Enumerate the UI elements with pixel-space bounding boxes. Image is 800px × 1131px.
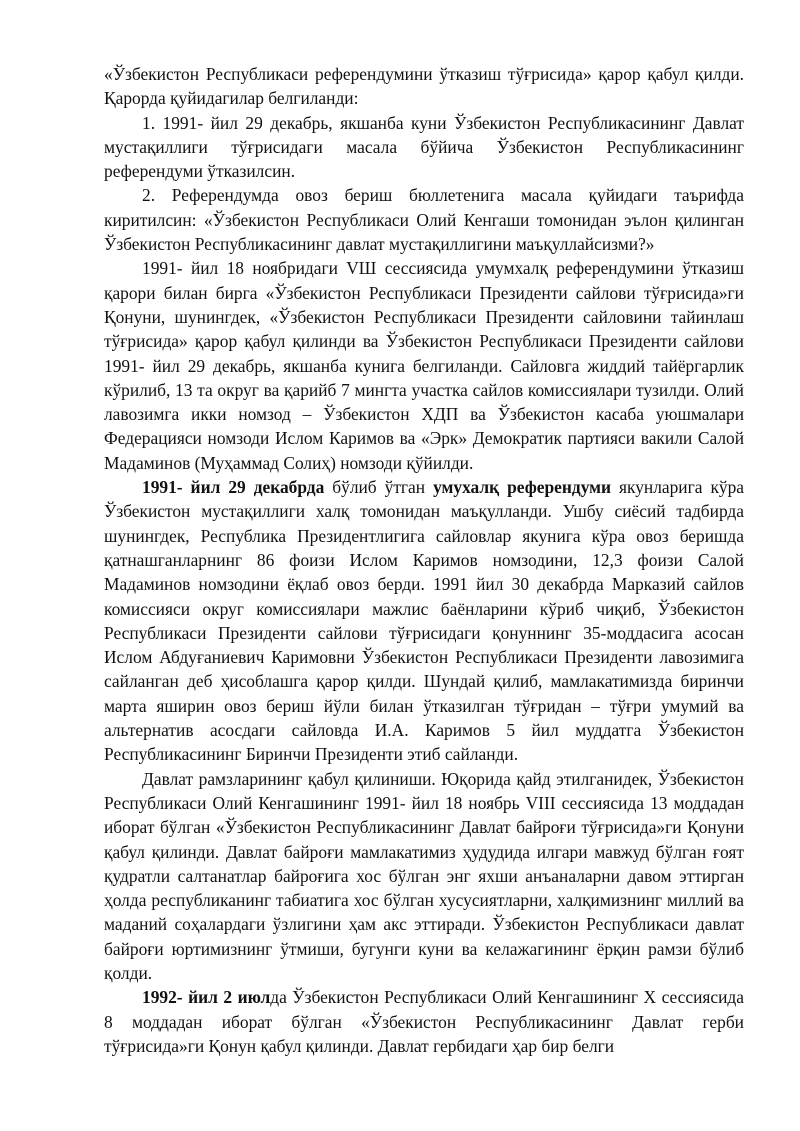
paragraph-item-2: 2. Референдумда овоз бериш бюллетенига масала қуйидаги таърифда киритилсин: «Ўзбекистон Республикаси Олий Кенгаши томонидан эълон қилинган Ўзбекистон Республикасининг давлат мустақиллигини маъқуллайсизми?»: [104, 185, 744, 255]
paragraph-state-emblem: [104, 985, 744, 1058]
text-run: да Ўзбекистон Республикаси Олий Кенгашининг X сессиясида 8 моддадан иборат бўлган «Ўзбекистон Республикасининг Давлат герби тўғрисида»ги Қонун қабул қилинди. Давлат гербидаги ҳар бир белги: [104, 987, 744, 1056]
text-run: якунларига кўра Ўзбекистон мустақиллиги халқ томонидан маъқулланди. Ушбу сиёсий тадбирда шунингдек, Республика Президентлигига сайловлар якунига кўра овоз беришда қатнашганларнинг 86 фоизи Ислом Каримов номзодини, 12,3 фоизи Салой Мадаминов номзодини ёқлаб овоз берди. 1991 йил 30 декабрда Марказий сайлов комиссияси округ комиссиялари мажлис баёнларини кўриб чиқиб, Ўзбекистон Республикаси Президенти сайлови тўғрисидаги қонуннинг 35-моддасига асосан Ислом Абдуғаниевич Каримовни Ўзбекистон Республикаси Президенти лавозимига сайланган деб ҳисоблашга қарор қилди. Шундай қилиб, мамлакатимизда биринчи марта яширин овоз бериш йўли билан ўтказилган тўғридан – тўғри умумий ва альтернатив асосдаги сайловда И.А. Каримов 5 йил муддатга Ўзбекистон Республикасининг Биринчи Президенти этиб сайланди.: [104, 477, 744, 765]
bold-date-1991-12-29: 1991- йил 29 декабрда: [142, 477, 325, 498]
text-run: бўлиб ўтган: [324, 477, 434, 498]
paragraph-referendum-decision: «Ўзбекистон Республикаси референдумини ўтказиш тўғрисида» қарор қабул қилди. Қарорда қуйидагилар белгиланди:: [104, 64, 744, 109]
bold-referendum-term: умухалқ референдуми: [433, 477, 612, 498]
paragraph-item-1: 1. 1991- йил 29 декабрь, якшанба куни Ўзбекистон Республикасининг Давлат мустақиллиги тўғрисидаги масала бўйича Ўзбекистон Республикасининг референдуми ўтказилсин.: [104, 112, 744, 182]
bold-date-1992-07-02: 1992- йил 2 июл: [142, 987, 271, 1008]
paragraph-state-symbols: Давлат рамзларининг қабул қилиниши. Юқорида қайд этилганидек, Ўзбекистон Республикаси Олий Кенгашининг 1991- йил 18 ноябрь VIII сессиясида 13 моддадан иборат бўлган «Ўзбекистон Республикасининг Давлат байроғи тўғрисида»ги Қонуни қабул қилинди. Давлат байроғи мамлакатимиз ҳудудида илгари мавжуд бўлган ғоят қудратли салтанатлар байроғига хос бўлган энг яхши анъаналарни давом эттирган ҳолда республиканинг табиатига хос бўлган хусусиятларни, халқимизнинг миллий ва маданий соҳалардаги ўзлигини ҳам акс эттиради. Ўзбекистон Республикаси давлат байроғи юртимизнинг ўтмиши, бугунги куни ва келажагининг ёрқин рамзи бўлиб қолди.: [104, 768, 744, 983]
paragraph-presidential-election: 1991- йил 18 ноябридаги VШ сессиясида умумхалқ референдумини ўтказиш қарори билан бирга «Ўзбекистон Республикаси Президенти сайлови тўғрисида»ги Қонуни, шунингдек, «Ўзбекистон Республикаси Президенти сайловини тайинлаш тўғрисида» қарор қабул қилинди ва Ўзбекистон Республикаси Президенти сайлови 1991- йил 29 декабрь, якшанба кунига белгиланди. Сайловга жиддий тайёргарлик кўрилиб, 13 та округ ва қарийб 7 мингта участка сайлов комиссиялари тузилди. Олий лавозимга икки номзод – Ўзбекистон ХДП ва Ўзбекистон касаба уюшмалари Федерацияси номзоди Ислом Каримов ва «Эрк» Демократик партияси вакили Салой Мадаминов (Муҳаммад Солиҳ) номзоди қўйилди.: [104, 258, 744, 473]
paragraph-referendum-results: [104, 475, 744, 767]
document-page: [104, 62, 744, 1058]
